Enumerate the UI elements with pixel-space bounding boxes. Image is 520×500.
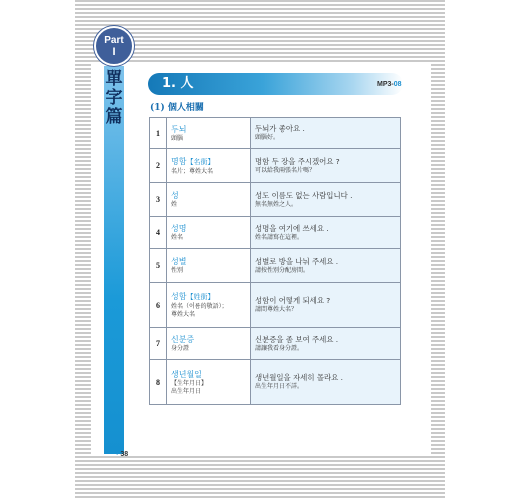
chinese-meaning: 姓名（이름的敬語）； [171, 303, 228, 310]
korean-example: 신분증을 좀 보여 주세요 . [255, 334, 339, 344]
section-heading: (1) 個人相關 [150, 103, 204, 113]
example-cell [251, 183, 401, 217]
korean-word-text: 두뇌 [171, 124, 187, 134]
table-row [150, 149, 401, 183]
part-badge [94, 26, 134, 66]
part-number: I [112, 46, 116, 58]
korean-word [171, 369, 246, 380]
table-row [150, 183, 401, 217]
word-cell [167, 183, 251, 217]
korean-word [171, 291, 246, 303]
example-cell [251, 249, 401, 283]
chinese-example: 無名無姓之人。 [255, 200, 298, 208]
page-number-text: 38 [120, 451, 129, 458]
chinese-example: 可以給我兩張名片嗎？ [255, 166, 316, 174]
vocabulary-table [149, 117, 401, 405]
korean-word [171, 124, 246, 135]
side-title [104, 70, 124, 127]
korean-example: 명함 두 장을 주시겠어요 ? [255, 156, 340, 166]
chinese-meaning: 【生年月日】 [171, 379, 208, 387]
korean-word [171, 334, 246, 345]
korean-word [171, 156, 246, 168]
audio-track-number: 08 [393, 81, 402, 88]
audio-track-prefix: MP3- [377, 81, 394, 88]
example-cell [251, 328, 401, 360]
chinese-example: 頭腦好。 [255, 134, 280, 141]
audio-track-label[interactable] [377, 80, 402, 89]
table-row [150, 283, 401, 328]
korean-word-text: 생년월일 [171, 369, 202, 379]
table-row [150, 249, 401, 283]
chinese-meaning: 姓名 [171, 234, 184, 241]
row-number: 3 [150, 183, 167, 217]
chinese-meaning: 身分證 [171, 345, 190, 352]
korean-example: 성도 이름도 없는 사람입니다 . [255, 190, 353, 200]
word-cell [167, 249, 251, 283]
korean-example: 성함이 어떻게 되세요 ? [255, 296, 331, 305]
korean-word-text: 신분증 [171, 335, 195, 344]
side-title-char: 字 [105, 88, 123, 108]
row-number: 2 [150, 149, 167, 183]
example-cell [251, 283, 401, 328]
korean-example: 두뇌가 좋아요 . [255, 124, 305, 133]
chinese-example: 請讓我看身分證。 [255, 344, 304, 352]
example-cell [251, 217, 401, 249]
word-cell [167, 149, 251, 183]
chinese-meaning: 尊姓大名 [171, 311, 196, 318]
korean-word-text: 성함 [171, 292, 187, 301]
word-cell [167, 283, 251, 328]
chinese-meaning: 姓 [171, 201, 178, 208]
page-number [116, 450, 128, 459]
chinese-example: 請問尊姓大名？ [255, 306, 298, 313]
row-number: 4 [150, 217, 167, 249]
part-word: Part [104, 35, 124, 46]
korean-word-text: 성 [171, 191, 179, 200]
korean-word-text: 성명 [171, 224, 187, 233]
chinese-example: 請按性別分配房間。 [255, 266, 310, 274]
chinese-meaning: 出生年月日 [171, 387, 202, 395]
example-cell [251, 118, 401, 149]
chinese-meaning: 性別 [171, 267, 184, 274]
word-cell [167, 118, 251, 149]
chinese-example: 姓名請寫在這裡。 [255, 233, 304, 241]
row-number: 7 [150, 328, 167, 360]
korean-word [171, 223, 246, 234]
korean-word [171, 256, 246, 267]
korean-example: 성명을 여기에 쓰세요 . [255, 223, 329, 233]
word-cell [167, 217, 251, 249]
side-title-char: 單 [105, 69, 123, 89]
table-row [150, 217, 401, 249]
chinese-meaning: 名片；尊姓大名 [171, 167, 214, 175]
chinese-meaning: 頭腦 [171, 134, 184, 142]
example-cell [251, 149, 401, 183]
korean-word-text: 명함 [171, 156, 187, 166]
hanja-annotation: 【名銜】 [186, 157, 215, 166]
korean-example: 생년월일을 자세히 몰라요 . [255, 373, 343, 382]
page-bullet: • [116, 451, 119, 458]
hanja-annotation: 【姓銜】 [186, 293, 215, 301]
korean-example: 성별로 방을 나눠 주세요 . [255, 256, 339, 266]
row-number: 5 [150, 249, 167, 283]
row-number: 1 [150, 118, 167, 149]
table-row [150, 360, 401, 405]
word-cell [167, 328, 251, 360]
table-row [150, 118, 401, 149]
chinese-example: 出生年月日不詳。 [255, 383, 304, 390]
korean-word-text: 성별 [171, 257, 187, 266]
row-number: 8 [150, 360, 167, 405]
korean-word [171, 190, 246, 201]
side-title-char: 篇 [105, 107, 123, 127]
row-number: 6 [150, 283, 167, 328]
table-row [150, 328, 401, 360]
word-cell [167, 360, 251, 405]
lesson-title: 1. 人 [162, 76, 194, 91]
example-cell [251, 360, 401, 405]
